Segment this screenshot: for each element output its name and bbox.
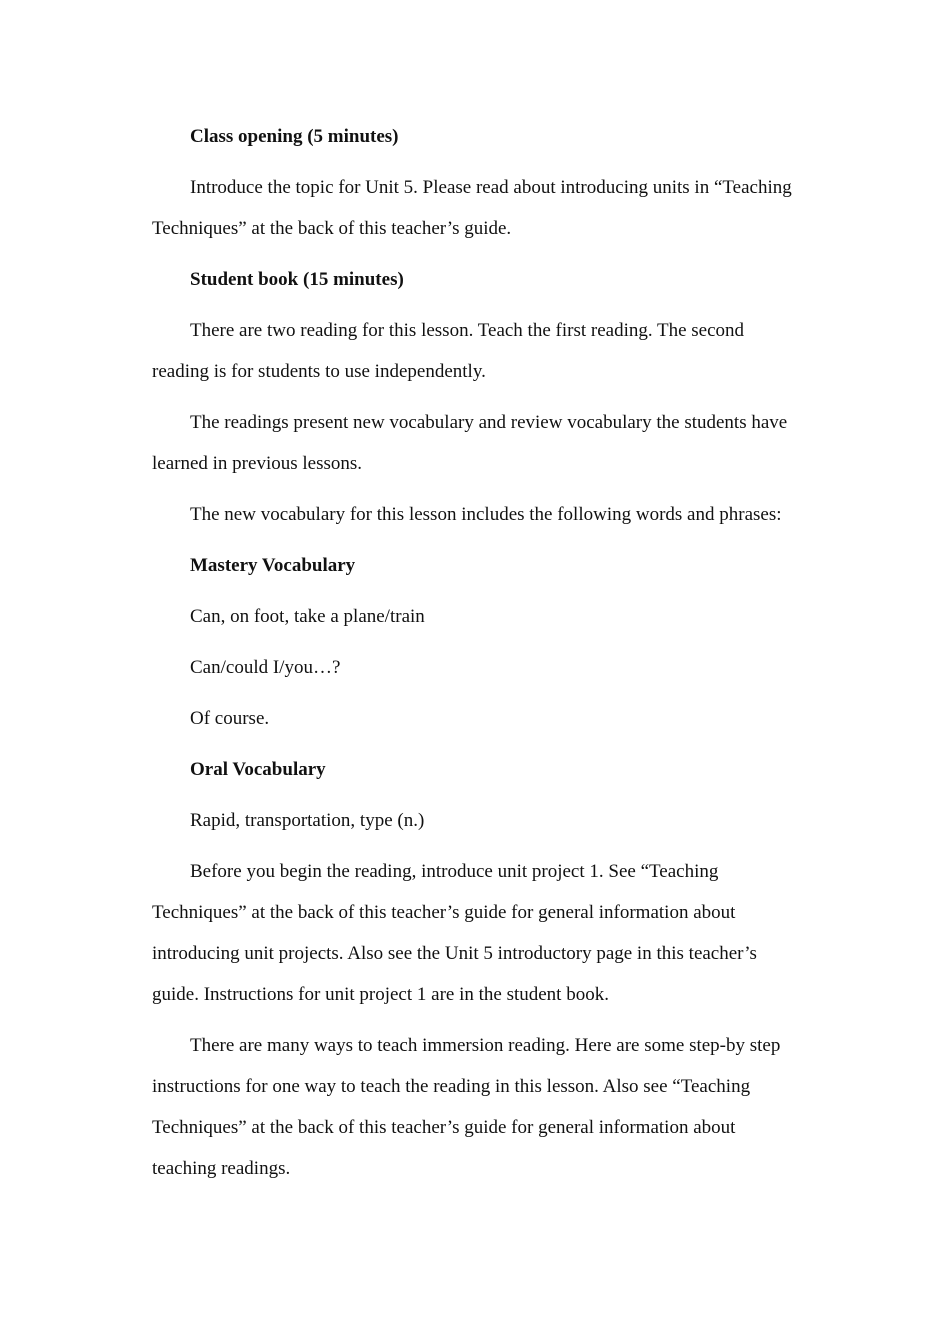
oral-vocabulary-item: Rapid, transportation, type (n.) bbox=[190, 810, 425, 831]
student-book-heading: Student book (15 minutes) bbox=[190, 269, 404, 290]
class-opening-paragraph: Introduce the topic for Unit 5. Please read about introducing units in “Teaching Techniques” at the back of this teacher’s guide. bbox=[152, 177, 792, 239]
oral-vocabulary-heading: Oral Vocabulary bbox=[190, 759, 326, 780]
two-readings-paragraph: There are two reading for this lesson. Teach the first reading. The second reading is for students to use independently. bbox=[152, 320, 745, 382]
class-opening-heading: Class opening (5 minutes) bbox=[190, 126, 399, 147]
mastery-vocabulary-heading: Mastery Vocabulary bbox=[190, 555, 356, 576]
mastery-vocabulary-item: Of course. bbox=[190, 708, 270, 729]
mastery-vocabulary-item: Can, on foot, take a plane/train bbox=[190, 606, 425, 627]
immersion-reading-paragraph: There are many ways to teach immersion reading. Here are some step-by step instructions for one way to teach the reading in this lesson. Also see “Teaching Techniques” at the back of this teacher’s guide for general information about teaching readings. bbox=[152, 1035, 781, 1179]
mastery-vocabulary-item: Can/could I/you…? bbox=[190, 657, 341, 678]
new-vocabulary-intro: The new vocabulary for this lesson includes the following words and phrases: bbox=[190, 504, 782, 525]
document-page bbox=[152, 116, 800, 1199]
unit-project-paragraph: Before you begin the reading, introduce unit project 1. See “Teaching Techniques” at the back of this teacher’s guide for general information about introducing unit projects. Also see the Unit 5 introductory page in this teacher’s guide. Instructions for unit project 1 are in the student book. bbox=[152, 861, 757, 1005]
readings-present-paragraph: The readings present new vocabulary and review vocabulary the students have learned in previous lessons. bbox=[152, 412, 788, 474]
